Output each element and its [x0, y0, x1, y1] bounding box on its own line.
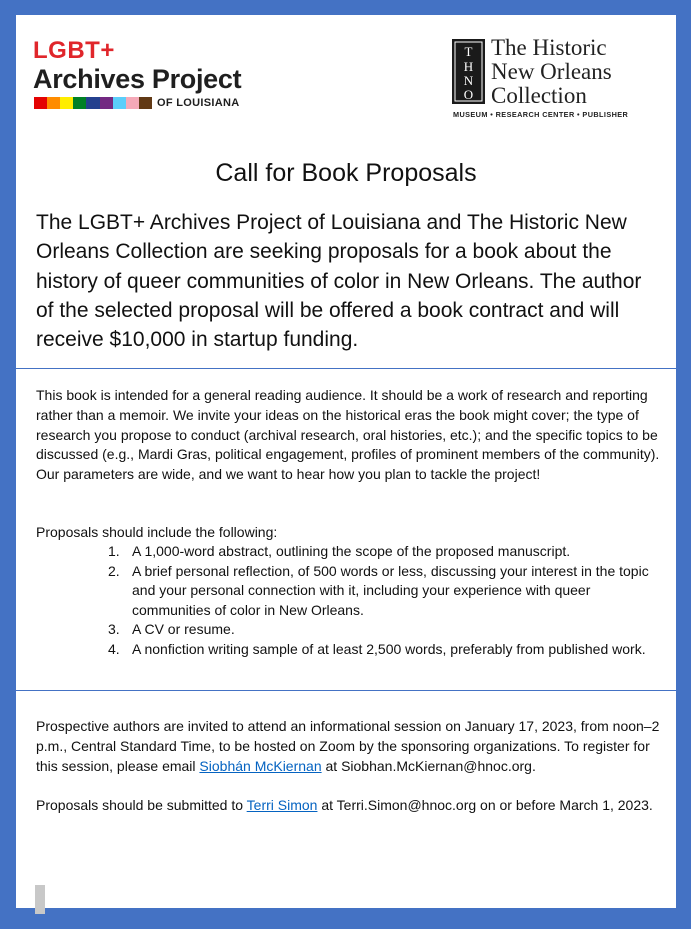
logo-rainbow-bar	[34, 97, 152, 109]
session-email-text: at Siobhan.McKiernan@hnoc.org.	[321, 757, 536, 774]
submission-paragraph	[36, 796, 664, 816]
hnoc-name-line2: New Orleans	[491, 59, 612, 84]
list-item	[108, 620, 658, 640]
lead-paragraph: The LGBT+ Archives Project of Louisiana and The Historic New Orleans Collection are seeking proposals for a book about the history of queer communities of color in New Orleans. The author of the selected proposal will be offered a book contract and will receive $10,000 in startup funding.	[36, 211, 642, 352]
text-cursor-marker	[35, 885, 45, 914]
siobhan-mckiernan-link[interactable]: Siobhán McKiernan	[199, 757, 322, 774]
rainbow-stripe	[139, 97, 152, 109]
logo-lgbt-text: LGBT+	[33, 37, 115, 64]
session-text: Prospective authors are invited to attend an informational session on January 17, 2023, from noon–2 p.m., Central Standard Time, to be hosted on Zoom by the sponsoring organizations. To register for this session, please email	[36, 718, 660, 774]
hnoc-tagline: MUSEUM • RESEARCH CENTER • PUBLISHER	[453, 110, 629, 119]
rainbow-stripe	[60, 97, 73, 109]
list-item-text: A CV or resume.	[132, 621, 235, 637]
hnoc-name-line3: Collection	[491, 83, 587, 108]
svg-text:N: N	[463, 73, 474, 88]
submission-email-text: at Terri.Simon@hnoc.org on or before March 1, 2023.	[317, 797, 653, 813]
list-item-text: A nonfiction writing sample of at least 2,500 words, preferably from published work.	[132, 640, 646, 657]
hnoc-monogram-icon	[452, 39, 485, 104]
list-item-number: 4.	[108, 640, 120, 657]
list-item	[108, 562, 658, 621]
list-item	[108, 640, 658, 660]
terri-simon-link[interactable]: Terri Simon	[246, 797, 318, 813]
intro-paragraph: This book is intended for a general reading audience. It should be a work of research and reporting rather than a memoir. We invite your ideas on the historical eras the book might cover; the type of research you propose to conduct (archival research, oral histories, etc.); and the specific topics to be discussed (e.g., Mardi Gras, political engagement, profiles of prominent members of the community). Our parameters are wide, and we want to hear how you plan to tackle the project!	[36, 387, 660, 483]
divider-bottom	[16, 690, 676, 691]
svg-text:O: O	[463, 87, 474, 102]
rainbow-stripe	[47, 97, 60, 109]
divider-top	[16, 368, 676, 369]
list-item-number: 3.	[108, 621, 120, 637]
rainbow-stripe	[113, 97, 126, 109]
hnoc-logo	[452, 36, 642, 136]
session-paragraph	[36, 717, 664, 776]
list-item-number: 2.	[108, 562, 120, 579]
svg-text:T: T	[464, 44, 473, 59]
rainbow-stripe	[73, 97, 86, 109]
submission-text: Proposals should be submitted to	[36, 797, 247, 813]
rainbow-stripe	[86, 97, 99, 109]
rainbow-stripe	[100, 97, 113, 109]
list-item-text: A brief personal reflection, of 500 words or less, discussing your interest in the topic and your personal connection with it, including your experience with queer communities of color in New Orleans.	[132, 562, 649, 618]
rainbow-stripe	[126, 97, 139, 109]
lgbt-archives-logo	[33, 38, 263, 128]
list-item-number: 1.	[108, 543, 120, 559]
requirements-list	[108, 542, 658, 659]
list-item-text: A 1,000-word abstract, outlining the scope of the proposed manuscript.	[132, 543, 571, 559]
hnoc-name-line1: The Historic	[491, 35, 607, 60]
logo-archives-text: Archives Project	[33, 64, 242, 94]
rainbow-stripe	[34, 97, 47, 109]
svg-text:H: H	[463, 59, 474, 74]
page-title: Call for Book Proposals	[215, 159, 477, 187]
hnoc-name	[491, 36, 612, 108]
proposals-heading: Proposals should include the following:	[36, 524, 278, 540]
logo-of-louisiana-text: OF LOUISIANA	[157, 97, 240, 109]
list-item	[108, 542, 658, 562]
